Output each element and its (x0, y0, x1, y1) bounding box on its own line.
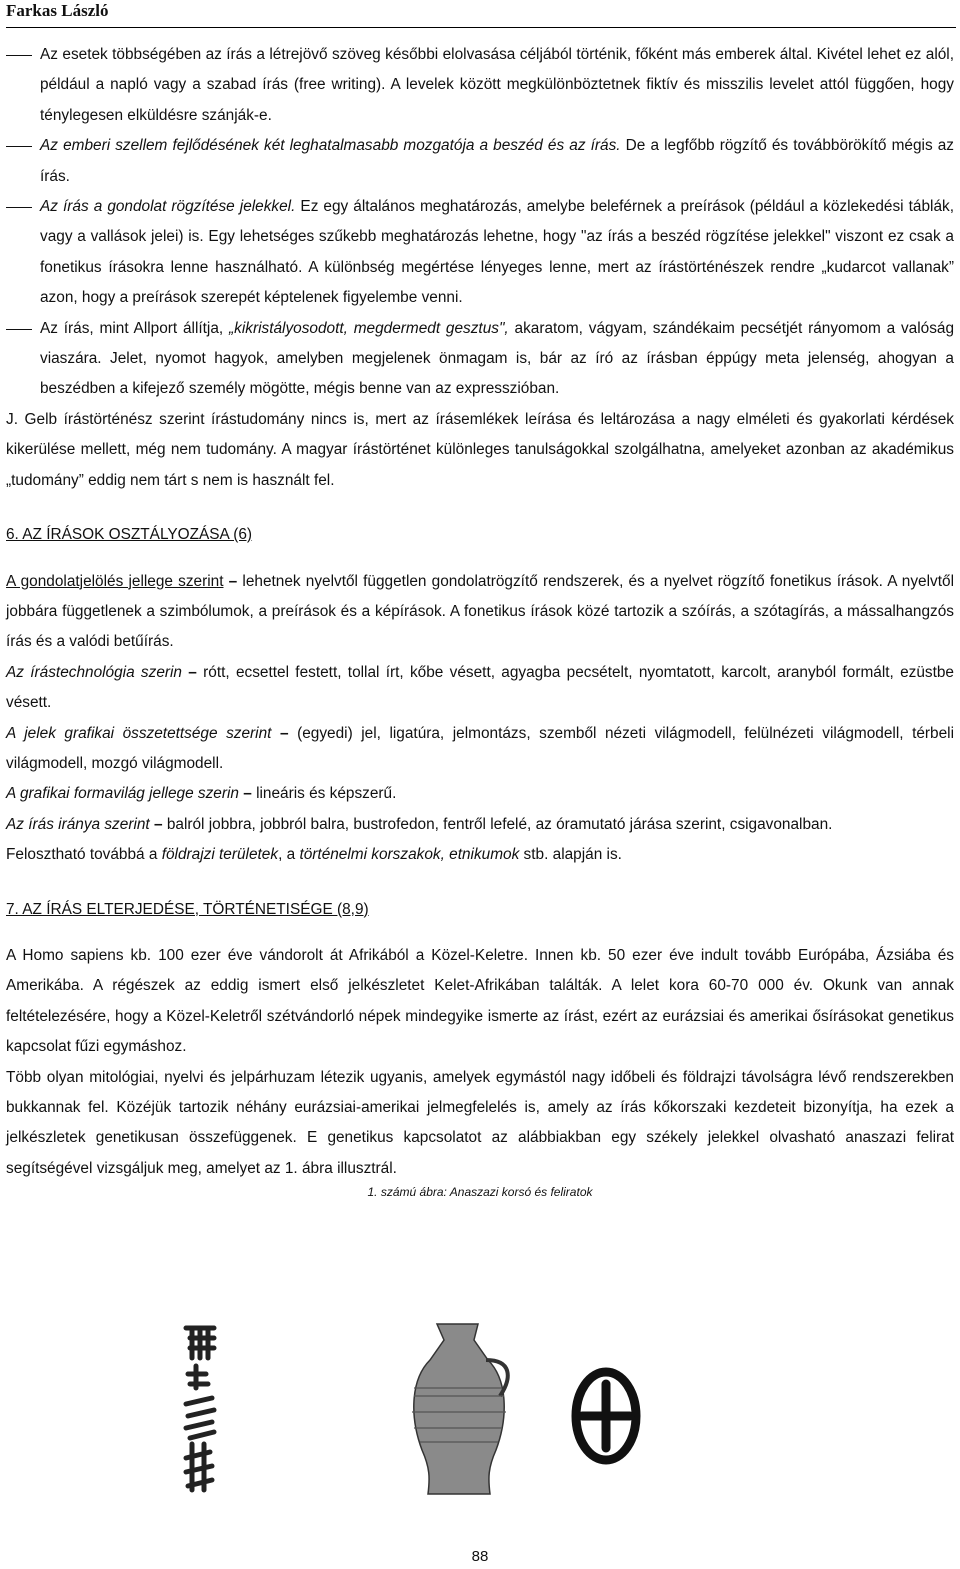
s6-para-5 (6, 810, 954, 840)
bullet-2-text: De a legfőbb rögzítő és továbbörökítő mégis az írás. (40, 137, 955, 185)
s6-para-3-text: (egyedi) jel, ligatúra, jelmontázs, szemből nézeti világmodell, felülnézeti világmodell, térbeli világmodell, mozgó világmodell. (6, 724, 954, 772)
dash-sep: – (238, 785, 257, 803)
figure-caption: 1. számú ábra: Anaszazi korsó és feliratok (367, 1185, 593, 1200)
s6-para-1-text: lehetnek nyelvtől független gondolatrögzítő rendszerek, és a nyelvet rögzítő fonetikus írások. A nyelvtől jobbára függetlenek a szimbólumok, a preírások és a képírások. A fonetikus írások közé tartozik a szóírás, a szótagírás, a mássalhangzós írás és a valódi betűírás. (6, 572, 954, 651)
s6-para-4-term: A grafikai formavilág jellege szerin (6, 785, 239, 803)
dash-sep: – (271, 724, 298, 742)
s6-para-6-e: stb. alapján is. (519, 846, 622, 864)
s6-para-2 (6, 658, 954, 719)
inscription-glyphs (186, 1328, 214, 1490)
anasazi-jar (414, 1324, 508, 1494)
header-author: Farkas László (6, 1, 109, 20)
s6-para-3 (6, 719, 954, 780)
s6-para-5-term: Az írás iránya szerint (6, 815, 150, 833)
running-header (6, 0, 956, 28)
s6-para-6 (6, 840, 954, 870)
s6-para-2-text: rótt, ecsettel festett, tollal írt, kőbe vésett, agyagba pecsételt, nyomtatott, karcolt, aranyból formált, ezüstbe vésett. (6, 663, 954, 712)
bullet-3 (6, 192, 954, 314)
s7-para-1: A Homo sapiens kb. 100 ezer éve vándorolt át Afrikából a Közel-Keletre. Innen kb. 50 ezer éve indult tovább Európába, Ázsiába és Amerikába. A régészek az eddig ismert első jelkészletet Kelet-Afrikában találták. A lelet kora 60-70 000 év. Okunk van annak feltételezésére, hogy a Közel-Keletről szétvándorló népek mindegyike ismerte az írást, ezért az eurázsiai és amerikai ősírásokat genetikus kapcsolat fűzi egymáshoz. (6, 946, 954, 1056)
s6-para-5-text: balról jobbra, jobbról balra, bustrofedon, fentről lefelé, az óramutató járása szerint, csigavonalban. (166, 815, 833, 833)
dash-sep: – (182, 663, 204, 681)
section-7-heading: 7. AZ ÍRÁS ELTERJEDÉSE, TÖRTÉNETISÉGE (8,9) (6, 900, 369, 918)
s6-para-3-term: A jelek grafikai összetettsége szerint (6, 724, 272, 742)
bullet-4-quote: „kikristályosodott, megdermedt gesztus", (229, 319, 509, 337)
bullet-3-text: Ez egy általános meghatározás, amelybe beleférnek a preírások (például a közlekedési táblák, vagy a vallások jelei) is. Egy lehetséges szűkebb meghatározás lehetne, hogy "az írás a beszéd rögzítése jelekkel" viszont ez csak a fonetikus írásokra lenne használható. A különbség megértése lényeges lenne, mert az írástörténészek rendre „kudarcot vallanak” azon, hogy a preírások szerepét képtelenek figyelembe venni. (40, 198, 954, 307)
figure-illustration (0, 1318, 960, 1508)
bullet-4-text-a: Az írás, mint Allport állítja, (40, 319, 230, 337)
s6-para-4-text: lineáris és képszerű. (256, 785, 397, 803)
bullet-4-text-b: akaratom, vágyam, szándékaim pecsétjét rányomom a valóság viaszára. Jelet, nyomot hagyok, amelyben megjelenek önmagam is, bár az író az írásban éppúgy meta jelenség, ahogyan a beszédben a kifejező személy mögötte, mégis benne van az expresszióban. (40, 319, 955, 398)
circled-cross-sign (576, 1372, 636, 1460)
s6-para-4 (6, 779, 954, 809)
s7-para-2: Több olyan mitológiai, nyelvi és jelpárhuzam létezik ugyanis, amelyek egymástól nagy időbeli és földrajzi távolságra lévő rendszerekben bukkannak fel. Közéjük tartozik néhány eurázsiai-amerikai jelmegfelelés is, amely az írás kőkorszaki kezdeteit bizonyítja, ha ezek a jelkészletek genetikusan összefüggenek. E genetikus kapcsolatot az alábbiakban egy székely jelekkel olvasható anaszazi felirat segítségével vizsgáljuk meg, amelyet az 1. ábra illusztrál. (6, 1068, 954, 1177)
bullet-2-emph: Az emberi szellem fejlődésének két leghatalmasabb mozgatója a beszéd és az írás. (40, 137, 621, 155)
page-content (6, 40, 954, 1202)
page-number: 88 (471, 1548, 489, 1565)
s6-para-2-term: Az írástechnológia szerin (6, 663, 182, 681)
s6-para-6-a: Felosztható továbbá a (6, 846, 162, 864)
s6-para-1-term: A gondolatjelölés jellege szerint (6, 572, 224, 590)
s6-para-6-b: földrajzi területek (161, 846, 279, 864)
s6-para-6-d: történelmi korszakok, etnikumok (299, 846, 520, 864)
dash-sep: – (223, 572, 243, 590)
paragraph-gelb: J. Gelb írástörténész szerint írástudomány nincs is, mert az írásemlékek leírása és leltározása a nagy elméleti és gyakorlati kérdések kikerülése mellett, még nem tudomány. A magyar írástörténet különleges tanulságokkal szolgálhatna, amelyeket azonban az akadémikus „tudomány” eddig nem tárt s nem is használt fel. (6, 410, 954, 489)
bullet-1 (6, 40, 954, 131)
bullet-1-text: Az esetek többségében az írás a létrejövő szöveg későbbi elolvasása céljából történik, főként más emberek által. Kivétel lehet ez alól, például a napló vagy a szabad írás (free writing). A levelek között megkülönböztetnek fiktív és misszilis levelet attól függően, hogy ténylegesen elküldésre szánják-e. (40, 46, 954, 124)
s6-para-6-c: , a (278, 846, 300, 864)
dash-sep: – (149, 815, 167, 833)
figure-anasazi (0, 1318, 960, 1508)
section-6-heading: 6. AZ ÍRÁSOK OSZTÁLYOZÁSA (6) (6, 526, 253, 544)
s6-para-1 (6, 567, 954, 658)
bullet-4 (6, 314, 954, 405)
bullet-2 (6, 131, 954, 192)
bullet-3-emph: Az írás a gondolat rögzítése jelekkel. (40, 198, 296, 216)
